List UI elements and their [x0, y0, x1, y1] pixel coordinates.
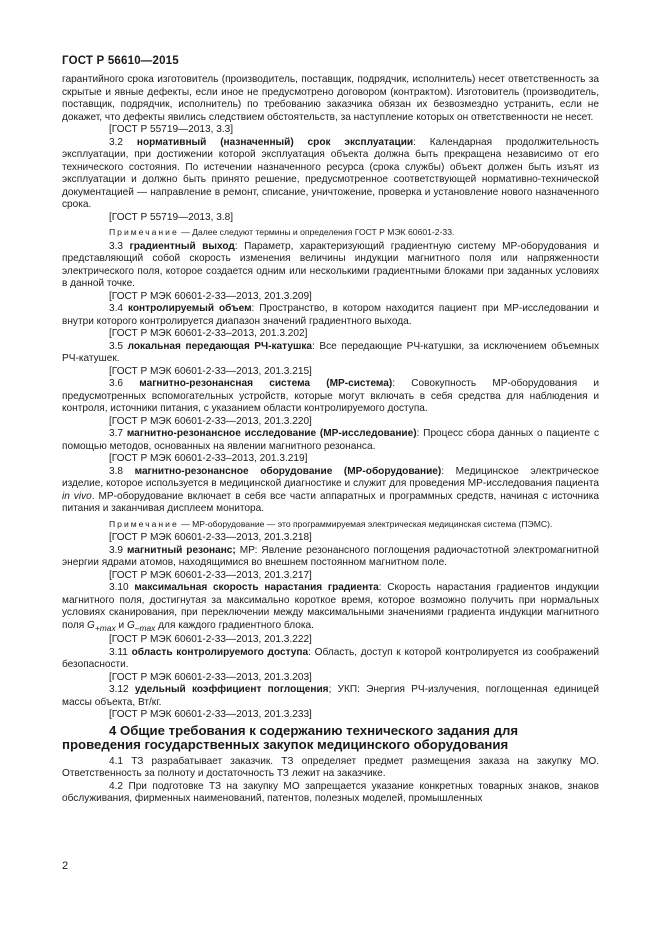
term-definition: : Медицинское электрическое изделие, которое используется в медицинской диагностике и служит для проведения МР-исследования пациента — [62, 465, 599, 489]
term-definition: : Область, доступ к которой контролируется из соображений безопасности. — [62, 646, 599, 671]
term-3-3 — [62, 241, 599, 291]
reference: [ГОСТ Р МЭК 60601-2-33—2013, 201.3.222] — [109, 634, 312, 646]
term-definition: . МР-оборудование включает в себя все части аппаратных и программных средств, начиная с источника питания и заканчивая дисплеем монитора. — [62, 490, 599, 514]
reference: [ГОСТ Р 55719—2013, 3.3] — [109, 124, 234, 135]
reference: [ГОСТ Р МЭК 60601-2-33–2013, 201.3.219] — [109, 453, 308, 464]
term-definition-italic: in vivo — [62, 490, 92, 502]
section-heading: 4 Общие требования к содержанию технического задания для проведения государственных закупок медицинского оборудования — [62, 722, 519, 753]
note-label: Примечание — [109, 518, 179, 529]
term-3-10 — [62, 582, 599, 634]
term-definition: : Скорость нарастания градиентов индукции магнитного поля, достигнутая за максимально короткое время, которое возможно получить при нормальных условиях сканирования, при переключении между максимальными значениями градиента индукции магнитного поля — [62, 582, 600, 631]
term-3-6 — [62, 378, 599, 416]
term-definition: ; УКП: Энергия РЧ-излучения, поглощенная единицей массы объекта, Вт/кг. — [62, 684, 599, 708]
term-title: нормативный (назначенный) срок эксплуатации — [136, 136, 414, 148]
term-title: область контролируемого доступа — [131, 646, 309, 658]
note — [62, 226, 599, 239]
term-title: магнитно-резонансное оборудование (МР-оборудование) — [134, 465, 442, 477]
term-3-9 — [62, 545, 599, 570]
conjunction: и — [115, 619, 127, 631]
note-text: — МР-оборудование — это программируемая электрическая медицинская система (ПЭМС). — [178, 518, 553, 529]
gradient-symbol: G — [87, 619, 95, 631]
term-definition: для каждого градиентного блока. — [155, 619, 314, 631]
term-definition: : Процесс сбора данных о пациенте с помощью методов, основанных на явлении магнитного резонанса. — [62, 428, 599, 452]
term-title: магнитно-резонансное исследование (МР-исследование) — [126, 428, 417, 439]
reference: [ГОСТ Р МЭК 60601-2-33—2013, 201.3.209] — [109, 290, 312, 302]
paragraph-4-1: 4.1 ТЗ разрабатывает заказчик. ТЗ определяет предмет размещения заказа на закупку МО. Ответственность за полноту и достаточность ТЗ лежит на заказчике. — [62, 755, 599, 780]
term-definition: МР: Явление резонансного поглощения радиочастотной электромагнитной энергии ядрами атомов, находящимися во внешнем постоянном магнитном поле. — [62, 544, 599, 568]
gradient-subscript: –max — [134, 622, 156, 633]
reference: [ГОСТ Р МЭК 60601-2-33—2013, 201.3.203] — [109, 671, 312, 683]
term-definition: : Пространство, в котором находится пациент при МР-исследовании и внутри которого контролируется диапазон значений градиентного выхода. — [62, 303, 599, 327]
note-label: Примечание — [109, 227, 179, 237]
term-title: магнитный резонанс; — [127, 544, 236, 556]
term-number: 3.12 — [109, 684, 135, 696]
term-title: магнитно-резонансная система (МР-система) — [139, 378, 393, 389]
gradient-subscript: +max — [94, 622, 116, 633]
term-number: 3.10 — [109, 582, 135, 593]
note — [62, 518, 599, 531]
term-definition: : Все передающие РЧ-катушки, за исключением объемных РЧ-катушек. — [62, 340, 599, 364]
term-title: локальная передающая РЧ-катушка — [127, 340, 313, 352]
term-title: градиентный выход — [129, 240, 235, 252]
term-number: 3.4 — [109, 303, 128, 314]
term-3-8 — [62, 466, 599, 516]
term-3-12 — [62, 684, 599, 709]
note-text: — Далее следуют термины и определения ГОСТ Р МЭК 60601-2-33. — [178, 227, 455, 237]
term-number: 3.9 — [109, 544, 127, 556]
paragraph-4-2: 4.2 При подготовке ТЗ на закупку МО запрещается указание конкретных товарных знаков, знаков обслуживания, фирменных наименований, патентов, полезных моделей, промышленных — [62, 780, 599, 805]
reference: [ГОСТ Р МЭК 60601-2-33—2013, 201.3.220] — [109, 415, 312, 427]
term-3-2 — [62, 137, 599, 212]
term-3-5 — [62, 341, 599, 366]
reference: [ГОСТ Р МЭК 60601-2-33—2013, 201.3.215] — [109, 365, 312, 377]
paragraph: гарантийного срока изготовитель (производитель, поставщик, подрядчик, исполнитель) несет ответственность за скрытые и явные дефекты, если иное не предусмотрено договором (контрактом). Изготовитель (производитель, поставщик, подрядчик, исполнитель) по требованию заказчика обязан их безвозмездно устранить, если не докажет, что дефекты явились следствием обстоятельств, за наступление которых он ответственности не несет. — [62, 74, 599, 123]
document-body — [62, 74, 599, 806]
term-definition: : Параметр, характеризующий градиентную систему МР-оборудования и представляющий собой скорость изменения величины индукции магнитного поля или напряженности электрического поля, которое создается одним или несколькими градиентными блоками при заданных условиях в данной точке. — [62, 240, 599, 289]
term-number: 3.2 — [109, 136, 137, 148]
term-3-4 — [62, 303, 599, 328]
term-title: контролируемый объем — [127, 303, 252, 314]
reference: [ГОСТ Р МЭК 60601-2-33–2013, 201.3.202] — [109, 328, 308, 339]
term-number: 3.8 — [109, 465, 135, 477]
term-number: 3.5 — [109, 340, 128, 352]
reference: [ГОСТ Р 55719—2013, 3.8] — [109, 211, 234, 223]
page-number: 2 — [62, 860, 69, 872]
term-title: удельный коэффициент поглощения — [134, 684, 329, 696]
reference: [ГОСТ Р МЭК 60601-2-33—2013, 201.3.233] — [109, 709, 312, 721]
term-title: максимальная скорость нарастания градиента — [134, 582, 379, 593]
reference: [ГОСТ Р МЭК 60601-2-33—2013, 201.3.217] — [109, 569, 312, 581]
term-definition: : Календарная продолжительность эксплуатации, при достижении которой эксплуатация объекта должна быть прекращена независимо от его технического состояния. По истечении назначенного ресурса (срока службы) объект должен быть изъят из эксплуатации и должно быть принято решение, предусмотренное соответствующей нормативно-технической документацией — направление в ремонт, списание, уничтожение, проверка и установление нового назначенного срока. — [62, 136, 600, 210]
term-3-11 — [62, 647, 599, 672]
term-definition: : Совокупность МР-оборудования и предусмотренных вспомогательных устройств, которые могут включать в себя средства для наблюдения и контроля, источники питания, с указанием области контролируемого доступа. — [62, 378, 599, 414]
term-3-7 — [62, 428, 599, 453]
gradient-symbol: G — [126, 619, 135, 631]
term-number: 3.3 — [109, 240, 130, 252]
document-header: ГОСТ Р 56610—2015 — [62, 55, 179, 67]
term-number: 3.6 — [109, 378, 140, 389]
term-number: 3.11 — [109, 646, 132, 658]
term-number: 3.7 — [109, 428, 127, 439]
reference: [ГОСТ Р МЭК 60601-2-33—2013, 201.3.218] — [109, 532, 312, 543]
